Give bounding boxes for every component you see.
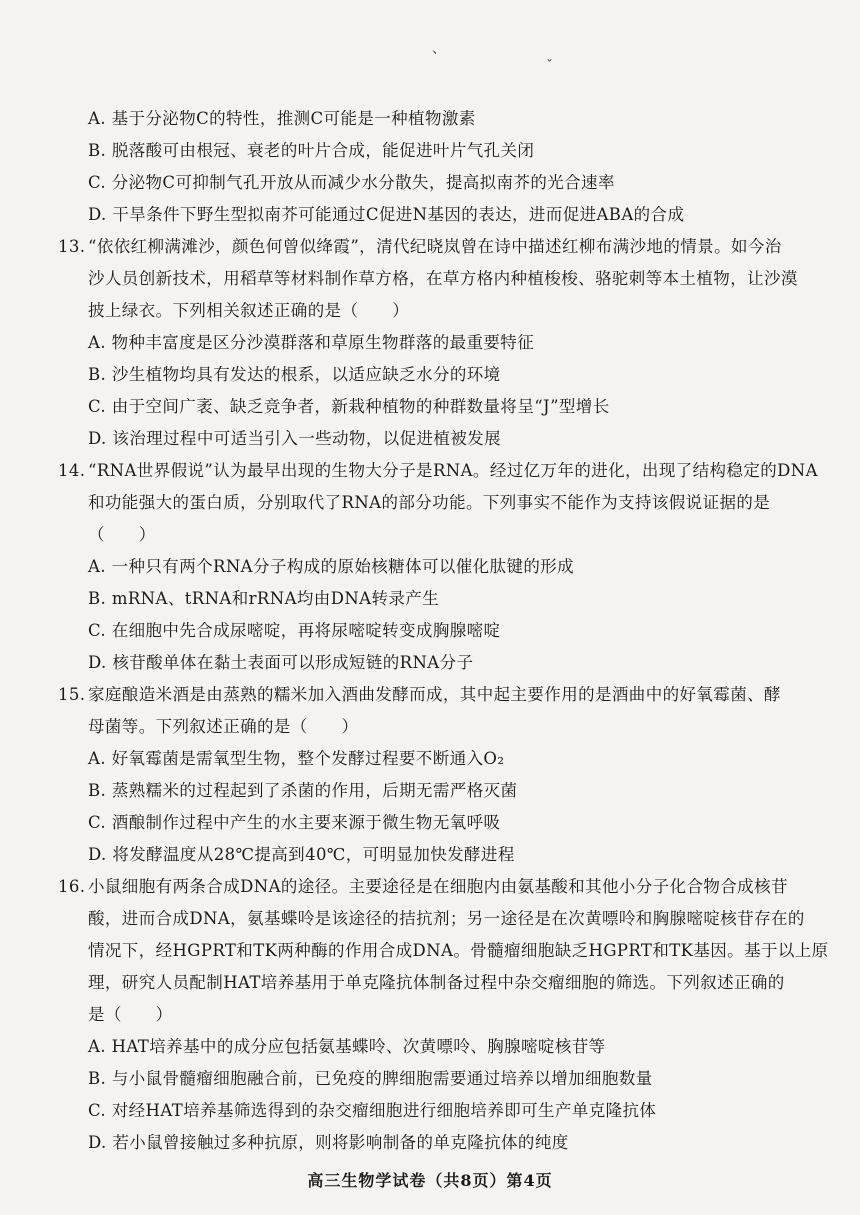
q15-stem-line: 母菌等。下列叙述正确的是（ ） xyxy=(88,717,359,736)
q16-option-a: A. HAT培养基中的成分应包括氨基蝶呤、次黄嘌呤、胸腺嘧啶核苷等 xyxy=(88,1037,606,1056)
q12-option-b: B. 脱落酸可由根冠、衰老的叶片合成，能促进叶片气孔关闭 xyxy=(88,141,535,160)
q13-option-d: D. 该治理过程中可适当引入一些动物，以促进植被发展 xyxy=(88,429,502,448)
q16-stem-line: 是（ ） xyxy=(88,1005,173,1024)
q13-option-c: C. 由于空间广袤、缺乏竞争者，新栽种植物的种群数量将呈“J”型增长 xyxy=(88,397,610,416)
scan-mark: ˇ xyxy=(546,58,553,74)
q13-number: 13. xyxy=(58,237,86,256)
q14-stem-line: （ ） xyxy=(88,525,156,544)
page-footer: 高三生物学试卷（共8页）第4页 xyxy=(307,1171,553,1190)
q15-option-d: D. 将发酵温度从28℃提高到40℃，可明显加快发酵进程 xyxy=(88,845,515,864)
q16-stem-line: 小鼠细胞有两条合成DNA的途径。主要途径是在细胞内由氨基酸和其他小分子化合物合成核苷 xyxy=(88,877,788,896)
q14-stem-line: “RNA世界假说”认为最早出现的生物大分子是RNA。经过亿万年的进化，出现了结构稳定的DNA xyxy=(88,461,818,480)
q12-option-a: A. 基于分泌物C的特性，推测C可能是一种植物激素 xyxy=(88,109,476,128)
q12-option-c: C. 分泌物C可抑制气孔开放从而减少水分散失，提高拟南芥的光合速率 xyxy=(88,173,615,192)
q14-number: 14. xyxy=(58,461,86,480)
q15-option-c: C. 酒酿制作过程中产生的水主要来源于微生物无氧呼吸 xyxy=(88,813,501,832)
scan-mark: 、 xyxy=(432,41,446,57)
q16-stem-line: 酸，进而合成DNA，氨基蝶呤是该途径的拮抗剂；另一途径是在次黄嘌呤和胸腺嘧啶核苷存在的 xyxy=(88,909,805,928)
q16-option-c: C. 对经HAT培养基筛选得到的杂交瘤细胞进行细胞培养即可生产单克隆抗体 xyxy=(88,1101,657,1120)
q15-stem-line: 家庭酿造米酒是由蒸熟的糯米加入酒曲发酵而成，其中起主要作用的是酒曲中的好氧霉菌、酵 xyxy=(88,685,781,704)
q16-option-b: B. 与小鼠骨髓瘤细胞融合前，已免疫的脾细胞需要通过培养以增加细胞数量 xyxy=(88,1069,653,1088)
q15-option-b: B. 蒸熟糯米的过程起到了杀菌的作用，后期无需严格灭菌 xyxy=(88,781,518,800)
q14-option-b: B. mRNA、tRNA和rRNA均由DNA转录产生 xyxy=(88,589,440,608)
q14-option-a: A. 一种只有两个RNA分子构成的原始核糖体可以催化肽键的形成 xyxy=(88,557,575,576)
q13-option-b: B. 沙生植物均具有发达的根系，以适应缺乏水分的环境 xyxy=(88,365,501,384)
q14-option-d: D. 核苷酸单体在黏土表面可以形成短链的RNA分子 xyxy=(88,653,474,672)
q16-number: 16. xyxy=(58,877,86,896)
q14-option-c: C. 在细胞中先合成尿嘧啶，再将尿嘧啶转变成胸腺嘧啶 xyxy=(88,621,501,640)
q16-option-d: D. 若小鼠曾接触过多种抗原，则将影响制备的单克隆抗体的纯度 xyxy=(88,1133,569,1152)
q13-stem-line: 披上绿衣。下列相关叙述正确的是（ ） xyxy=(88,301,410,320)
q13-stem-line: “依依红柳满滩沙，颜色何曾似绛霞”，清代纪晓岚曾在诗中描述红柳布满沙地的情景。如今治 xyxy=(88,237,782,256)
q13-stem-line: 沙人员创新技术，用稻草等材料制作草方格，在草方格内种植梭梭、骆驼刺等本土植物，让沙漠 xyxy=(88,269,798,288)
q12-option-d: D. 干旱条件下野生型拟南芥可能通过C促进N基因的表达，进而促进ABA的合成 xyxy=(88,205,685,224)
q15-number: 15. xyxy=(58,685,86,704)
q14-stem-line: 和功能强大的蛋白质，分别取代了RNA的部分功能。下列事实不能作为支持该假说证据的是 xyxy=(88,493,771,512)
q13-option-a: A. 物种丰富度是区分沙漠群落和草原生物群落的最重要特征 xyxy=(88,333,535,352)
q15-option-a: A. 好氧霉菌是需氧型生物，整个发酵过程要不断通入O₂ xyxy=(88,749,505,768)
q16-stem-line: 理，研究人员配制HAT培养基用于单克隆抗体制备过程中杂交瘤细胞的筛选。下列叙述正确的 xyxy=(88,973,785,992)
q16-stem-line: 情况下，经HGPRT和TK两种酶的作用合成DNA。骨髓瘤细胞缺乏HGPRT和TK基因。基于以上原 xyxy=(88,941,829,960)
